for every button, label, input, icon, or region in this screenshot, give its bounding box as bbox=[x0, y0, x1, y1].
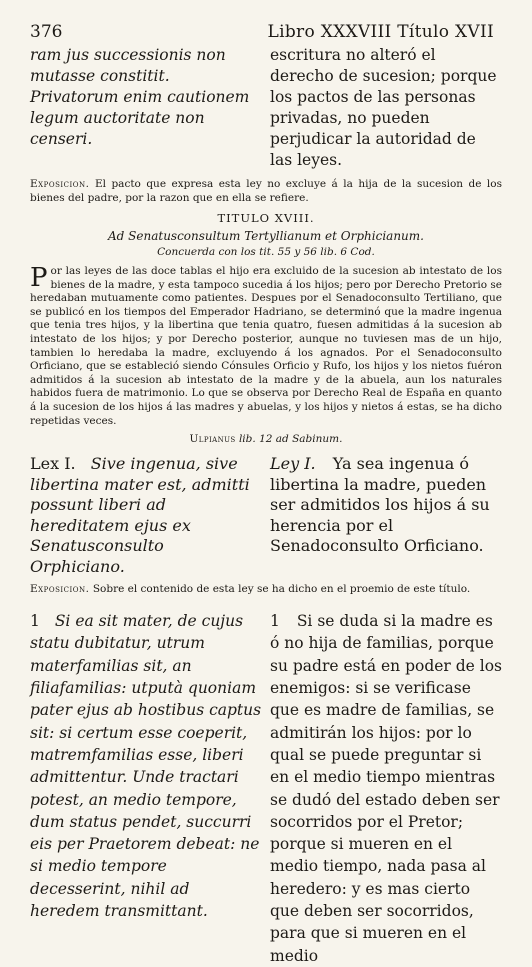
intro-paragraph bbox=[30, 265, 502, 428]
exposicion-note-2 bbox=[30, 582, 502, 596]
concordance-note: Concuerda con los tit. 55 y 56 lib. 6 Cod. bbox=[157, 246, 375, 258]
lex1-spanish-label: Ley I. bbox=[270, 454, 316, 474]
section1-spanish-number: 1 bbox=[270, 612, 280, 631]
section1-latin-number: 1 bbox=[30, 612, 40, 631]
page-number: 376 bbox=[30, 22, 63, 42]
titulo-heading: TITULO XVIII. bbox=[217, 211, 315, 225]
exposicion-note bbox=[30, 177, 502, 205]
page-header bbox=[30, 22, 502, 42]
top-columns bbox=[30, 45, 502, 171]
exposicion-text: El pacto que expresa esta ley no excluye á la hija de la sucesion de los bienes del padre, por la razon que en ella se refiere. bbox=[30, 178, 503, 204]
titulo-subtitle: Ad Senatusconsultum Tertyllianum et Orphicianum. bbox=[108, 229, 424, 243]
section1-latin-text: Si ea sit mater, de cujus statu dubitatur, utrum materfamilias sit, an filiafamilias: utputà quoniam pater ejus ab hostibus captus sit: si certum esse coeperit, matremfamilias esse, liberi admittentur. Unde tractari potest, an medio tempore, dum status pendet, succurri eis per Praetorem debeat: ne si medio tempore decesserint, nihil ad heredem transmittant. bbox=[30, 612, 262, 920]
running-head: Libro XXXVIII Título XVII bbox=[267, 22, 494, 42]
exposicion-label-2: Exposicion. bbox=[30, 583, 90, 596]
drop-cap: P bbox=[30, 263, 48, 293]
source-citation bbox=[30, 433, 502, 445]
section1-columns bbox=[30, 610, 502, 967]
lex1-spanish bbox=[270, 454, 502, 577]
lex1-columns bbox=[30, 454, 502, 577]
lex1-spanish-text: Ya sea ingenua ó libertina la madre, pueden ser admitidos los hijos á su herencia por el Senadoconsulto Orficiano. bbox=[270, 454, 490, 556]
lex1-latin bbox=[30, 454, 262, 577]
top-spanish-column: escritura no alteró el derecho de sucesion; porque los pactos de las personas privadas, no pueden perjudicar la autoridad de las leyes. bbox=[270, 46, 497, 169]
section1-latin bbox=[30, 610, 262, 967]
lex1-latin-text: Sive ingenua, sive libertina mater est, admitti possunt liberi ad hereditatem ejus ex Senatusconsulto Orphiciano. bbox=[30, 454, 250, 576]
jurist-name: Ulpianus bbox=[189, 433, 236, 446]
section1-spanish-text: Si se duda si la madre es ó no hija de familias, porque su padre está en poder de los enemigos: si se verificase que es madre de familias, se admitirán los hijos: por lo qual se puede preguntar si en el medio tiempo mientras se dudó del estado deben ser socorridos por el Pretor; porque si mueren en el medio tiempo, nada pasa al heredero: y es mas cierto que deben ser socorridos, para que si mueren en el medio bbox=[270, 612, 503, 965]
section1-spanish bbox=[270, 610, 502, 967]
intro-text: or las leyes de las doce tablas el hijo era excluido de la sucesion ab intestato de los bienes de la madre, y esta tampoco sucedia á los hijos; pero por Derecho Pretorio se heredaban mutuamente como patientes. Despues por el Senadoconsulto Tertiliano, que se publicó en los tiempos del Emperador Hadriano, se determinó que la madre ingenua que tenia tres hijos, y la libertina que tenia quatro, fuesen admitidas á la sucesion ab intestato de los hijos; y por Derecho posterior, aunque no tuviesen mas de un hijo, tambien lo heredaba la madre, excluyendo á los agnados. Por el Senadoconsulto Orficiano, que se estableció siendo Cónsules Orficio y Rufo, los hijos y los nietos fuéron admitidos á la sucesion ab intestato de la madre y de la abuela, aun los naturales habidos fuera de matrimonio. Lo que se observa por Derecho Real de España en quanto á la sucesion de los hijos á las madres y abuelas, y los hijos y nietos á estas, se ha dicho repetidas veces. bbox=[30, 265, 502, 427]
top-latin-column: ram jus successionis non mutasse constitit. Privatorum enim cautionem legum auctoritate non censeri. bbox=[30, 46, 250, 148]
book-page bbox=[30, 22, 502, 967]
jurist-reference: lib. 12 ad Sabinum. bbox=[238, 433, 343, 446]
exposicion-label: Exposicion. bbox=[30, 178, 90, 190]
lex1-latin-label: Lex I. bbox=[30, 454, 76, 474]
exposicion-text-2: Sobre el contenido de esta ley se ha dicho en el proemio de este título. bbox=[92, 583, 471, 596]
